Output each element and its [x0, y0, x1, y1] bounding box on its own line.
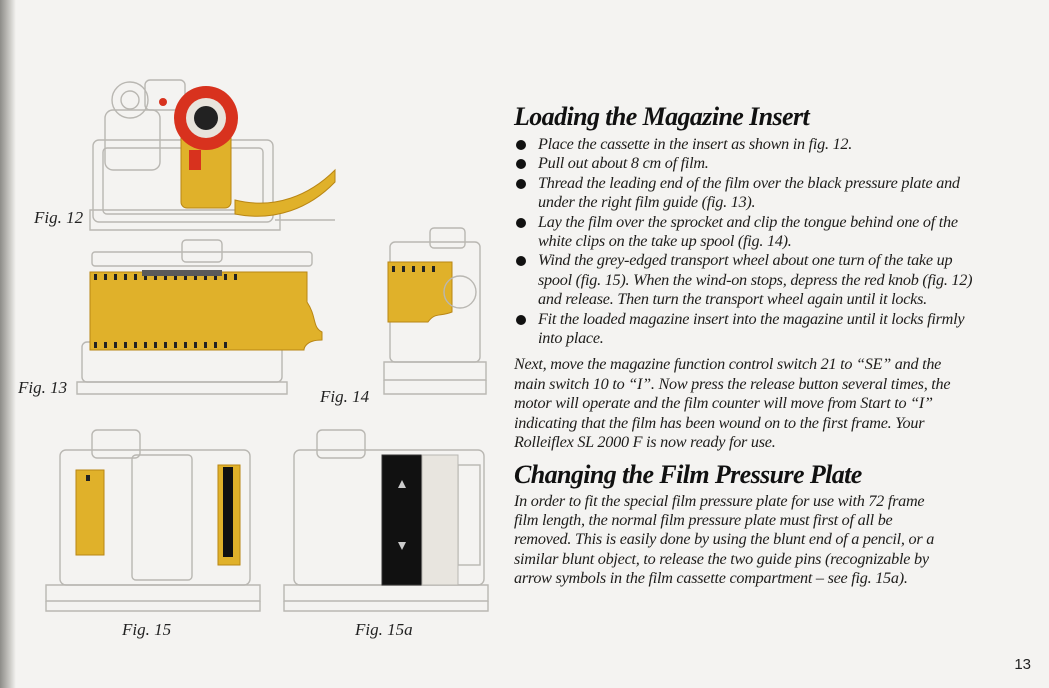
page-spine-shadow — [0, 0, 16, 688]
figure-13-illustration — [72, 232, 342, 402]
section2-paragraph: In order to fit the special film pressure plate for use with 72 frame film length, the normal film pressure plate must first of all be removed. This is easily done by using the blunt end of a pencil, or a similar blunt object, to release the two guide pins (recognizable by arrow symbols in the film cassette compartment – see fig. 15a). — [514, 491, 935, 588]
bullet-icon — [516, 159, 526, 169]
figure-13-caption: Fig. 13 — [18, 378, 68, 397]
bullet-icon — [516, 315, 526, 325]
section1-paragraph: Next, move the magazine function control switch 21 to “SE” and the main switch 10 to “I”. Now press the release button several times, the motor will operate and the film counter will move from Start to “I” indicating that the film has been wound on to the first frame. Your Rolleiflex SL 2000 F is now ready for use. — [514, 355, 951, 452]
bullet-icon — [516, 140, 526, 150]
step-item — [514, 213, 984, 252]
step-item — [514, 251, 984, 309]
loading-steps-list — [514, 135, 984, 348]
figure-15a-illustration — [282, 425, 492, 615]
section-title-loading-magazine-insert: Loading the Magazine Insert — [514, 102, 810, 131]
section-title-changing-pressure-plate: Changing the Film Pressure Plate — [514, 459, 862, 489]
step-item — [514, 135, 984, 154]
step-text: Thread the leading end of the film over the black pressure plate and under the right film guide (fig. 13). — [538, 173, 960, 212]
figure-14-illustration — [380, 222, 490, 402]
figure-14-caption: Fig. 14 — [320, 387, 370, 406]
step-item — [514, 154, 984, 173]
step-text: Place the cassette in the insert as shown in fig. 12. — [538, 135, 853, 153]
step-text: Pull out about 8 cm of film. — [538, 154, 709, 173]
figure-12-illustration — [85, 70, 345, 240]
figure-15a-caption: Fig. 15a — [355, 620, 413, 639]
text-column — [514, 102, 984, 589]
step-item — [514, 174, 984, 213]
step-text: Wind the grey-edged transport wheel about one turn of the take up spool (fig. 15). When the wind-on stops, depress the red knob (fig. 12) and release. Then turn the transport wheel again until it locks. — [538, 251, 973, 309]
figure-15-illustration — [42, 425, 264, 615]
step-item — [514, 310, 984, 349]
figure-12-caption: Fig. 12 — [34, 208, 84, 227]
figure-15-caption: Fig. 15 — [122, 620, 172, 639]
step-text: Fit the loaded magazine insert into the magazine until it locks firmly into place. — [538, 309, 965, 348]
page-number: 13 — [1014, 656, 1031, 673]
bullet-icon — [516, 179, 526, 189]
bullet-icon — [516, 218, 526, 228]
bullet-icon — [516, 256, 526, 266]
step-text: Lay the film over the sprocket and clip the tongue behind one of the white clips on the take up spool (fig. 14). — [538, 212, 958, 251]
